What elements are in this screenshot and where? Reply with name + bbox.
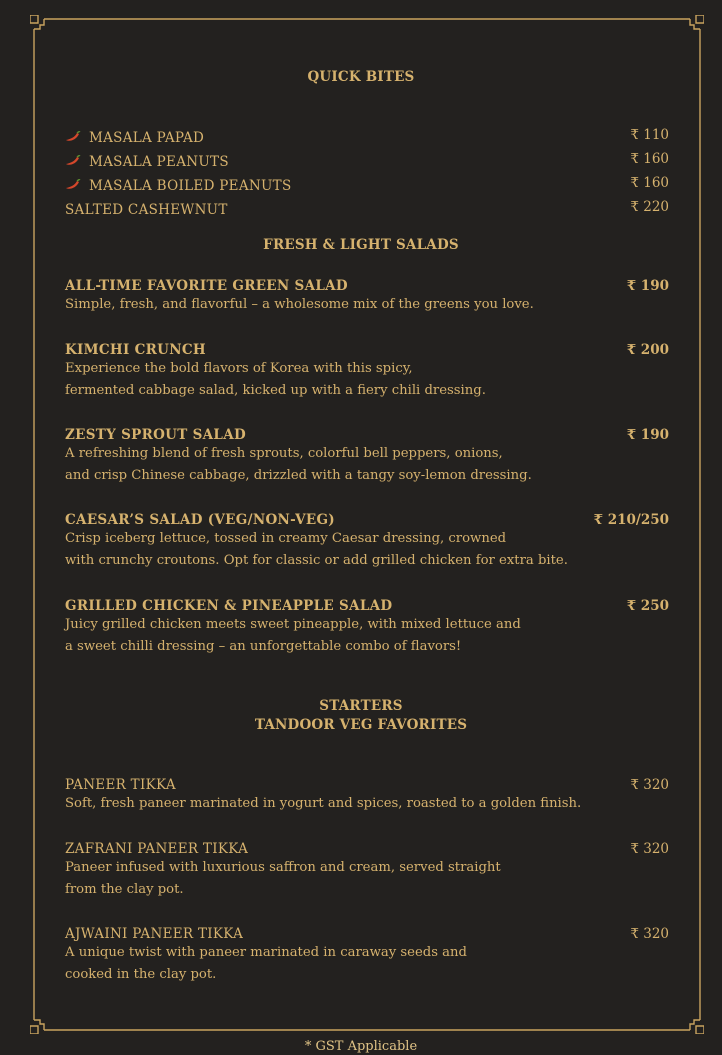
item-description: Juicy grilled chicken meets sweet pineapple, with mixed lettuce and xyxy=(65,617,521,632)
item-name: ZESTY SPROUT SALAD xyxy=(65,427,246,443)
item-price: ₹ 110 xyxy=(630,127,669,143)
item-name: CAESAR’S SALAD (VEG/NON-VEG) xyxy=(65,512,335,528)
item-name: SALTED CASHEWNUT xyxy=(65,202,228,218)
item-description: Paneer infused with luxurious saffron and cream, served straight xyxy=(65,860,501,875)
chili-icon xyxy=(65,155,81,167)
item-description: Crisp iceberg lettuce, tossed in creamy Caesar dressing, crowned xyxy=(65,531,507,546)
item-description: A unique twist with paneer marinated in caraway seeds and xyxy=(65,945,467,960)
menu-item xyxy=(65,127,669,146)
item-description: and crisp Chinese cabbage, drizzled with a tangy soy-lemon dressing. xyxy=(65,467,532,483)
menu-item xyxy=(65,278,669,316)
item-price: ₹ 190 xyxy=(626,427,669,443)
item-description: A refreshing blend of fresh sprouts, colorful bell peppers, onions, xyxy=(65,446,503,461)
item-price: ₹ 320 xyxy=(630,926,669,942)
menu-item xyxy=(65,926,669,985)
gst-note: * GST Applicable xyxy=(304,1039,418,1054)
menu-item xyxy=(65,199,669,218)
item-description: from the clay pot. xyxy=(65,881,184,897)
item-name: MASALA BOILED PEANUTS xyxy=(89,178,292,194)
item-description: with crunchy croutons. Opt for classic or add grilled chicken for extra bite. xyxy=(65,552,568,568)
item-price: ₹ 210/250 xyxy=(593,512,669,528)
item-name: ALL-TIME FAVORITE GREEN SALAD xyxy=(65,278,348,294)
section-title-salads: FRESH & LIGHT SALADS xyxy=(263,237,459,253)
item-price: ₹ 320 xyxy=(630,777,669,793)
item-name: GRILLED CHICKEN & PINEAPPLE SALAD xyxy=(65,598,393,614)
item-price: ₹ 200 xyxy=(626,342,669,358)
item-description: Experience the bold flavors of Korea with this spicy, xyxy=(65,361,413,376)
chili-icon xyxy=(65,131,81,143)
item-name: KIMCHI CRUNCH xyxy=(65,342,206,358)
item-name: MASALA PEANUTS xyxy=(89,154,229,170)
item-name: PANEER TIKKA xyxy=(65,777,176,793)
item-price: ₹ 160 xyxy=(630,151,669,167)
menu-item xyxy=(65,151,669,170)
item-description: a sweet chilli dressing – an unforgettable combo of flavors! xyxy=(65,638,462,654)
section-title-starters: STARTERS xyxy=(319,698,403,714)
menu-item xyxy=(65,841,669,900)
item-description: Simple, fresh, and flavorful – a wholesome mix of the greens you love. xyxy=(65,297,534,312)
menu-item xyxy=(65,427,669,486)
item-description: Soft, fresh paneer marinated in yogurt and spices, roasted to a golden finish. xyxy=(65,796,582,811)
item-price: ₹ 320 xyxy=(630,841,669,857)
section-subtitle-tandoor-veg: TANDOOR VEG FAVORITES xyxy=(254,717,468,733)
section-title-quick-bites: QUICK BITES xyxy=(307,69,415,85)
menu-item xyxy=(65,175,669,194)
item-name: ZAFRANI PANEER TIKKA xyxy=(65,841,249,857)
menu-item xyxy=(65,512,669,571)
item-price: ₹ 190 xyxy=(626,278,669,294)
chili-icon xyxy=(65,179,81,191)
item-description: fermented cabbage salad, kicked up with a fiery chili dressing. xyxy=(65,382,486,398)
menu-item xyxy=(65,342,669,401)
item-name: MASALA PAPAD xyxy=(89,130,205,146)
item-description: cooked in the clay pot. xyxy=(65,966,217,982)
item-price: ₹ 250 xyxy=(626,598,669,614)
item-name: AJWAINI PANEER TIKKA xyxy=(65,926,244,942)
menu-item xyxy=(65,777,669,815)
item-price: ₹ 160 xyxy=(630,175,669,191)
menu-item xyxy=(65,598,669,657)
item-price: ₹ 220 xyxy=(630,199,669,215)
